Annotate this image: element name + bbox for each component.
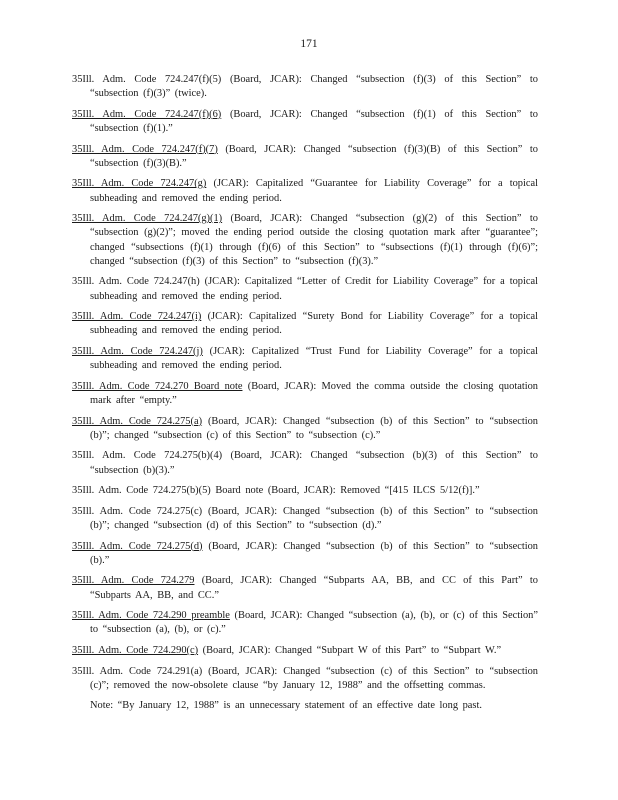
amendment-entry [72,275,538,303]
code-citation: 35Ill. Adm. Code 724.247(g)(1) [72,213,223,225]
amendment-entry [72,644,538,658]
code-citation: 35Ill. Adm. Code 724.290 preamble [72,610,230,622]
code-citation: 35Ill. Adm. Code 724.279 [72,575,195,587]
code-citation: 35Ill. Adm. Code 724.247(f)(5) [72,74,222,85]
amendment-text: (Board, JCAR): Changed “subsection (c) of this Section” to “subsection (c)”; removed the now-obsolete clause “by January 12, 1988” and the offsetting commas. [90,665,538,691]
amendment-entry [72,310,538,338]
amendment-entry [72,540,538,568]
code-citation: 35Ill. Adm. Code 724.275(d) [72,540,203,552]
code-citation: 35Ill. Adm. Code 724.291(a) [72,665,203,677]
amendment-text: (JCAR): Capitalized “Trust Fund for Liability Coverage” for a topical subheading and removed the ending period. [90,345,538,372]
amendment-text: Board note (Board, JCAR): Removed “[415 ILCS 5/12(f)].” [210,485,480,497]
amendment-text: (Board, JCAR): Changed “subsection (b) of this Section” to “subsection (b).” [90,540,539,566]
amendment-text: (Board, JCAR): Changed “subsection (f)(3) of this Section” to “subsection (f)(3)” (twice). [90,74,538,100]
amendment-entry [72,73,538,101]
amendment-entry [72,505,538,533]
amendment-text: (JCAR): Capitalized “Guarantee for Liability Coverage” for a topical subheading and removed the ending period. [90,178,538,204]
code-citation: 35Ill. Adm. Code 724.247(f)(7) [72,143,218,155]
amendment-text: (Board, JCAR): Changed “subsection (b) of this Section” to “subsection (b)”; changed “subsection (d) of this Section” to “subsection (d).” [90,505,538,531]
amendment-entry [72,609,538,637]
code-citation: 35Ill. Adm. Code 724.275(b)(5) [72,485,211,497]
amendment-text: (Board, JCAR): Changed “subsection (f)(3)(B) of this Section” to “subsection (f)(3)(B).” [90,143,538,169]
page-number: 171 [300,38,318,50]
code-citation: 35Ill. Adm. Code 724.247(i) [72,311,202,323]
code-citation: 35Ill. Adm. Code 724.247(j) [72,345,203,357]
amendment-text: (Board, JCAR): Changed “subsection (g)(2) of this Section” to “subsection (g)(2)”; moved the ending period outside the closing quotation mark after “guarantee”; changed “subsections (f)(1) through (f)(6) of this Section” to “subsections (f)(1) through (f)(6)”; changed “subsection (f)(3) of this Section” to “subsection (f)(3).” [90,213,538,267]
amendment-entry [72,449,538,477]
amendment-text: (Board, JCAR): Changed “Subparts AA, BB, and CC of this Part” to “Subparts AA, BB, and CC.” [90,575,538,601]
amendment-entry [72,108,538,136]
amendment-text: (Board, JCAR): Changed “Subpart W of this Part” to “Subpart W.” [198,644,502,656]
amendment-text: (JCAR): Capitalized “Surety Bond for Liability Coverage” for a topical subheading and removed the ending period. [90,311,538,337]
code-citation: 35Ill. Adm. Code 724.247(h) [72,276,200,288]
amendment-entry [72,484,538,498]
code-citation: 35Ill. Adm. Code 724.275(a) [72,415,203,427]
amendment-text: (Board, JCAR): Changed “subsection (b) of this Section” to “subsection (b)”; changed “subsection (c) of this Section” to “subsection (c).” [90,415,538,441]
code-citation: 35Ill. Adm. Code 724.247(g) [72,178,207,190]
amendment-text: (JCAR): Capitalized “Letter of Credit for Liability Coverage” for a topical subheading and removed the ending period. [90,276,538,302]
amendment-entry [72,415,538,443]
amendment-list [72,73,538,724]
amendment-entry [72,212,538,269]
amendment-entry [72,177,538,205]
amendment-entry [72,574,538,602]
amendment-text: (Board, JCAR): Changed “subsection (b)(3) of this Section” to “subsection (b)(3).” [90,450,538,476]
code-citation: 35Ill. Adm. Code 724.290(c) [72,644,199,656]
code-citation: 35Ill. Adm. Code 724.247(f)(6) [72,108,222,120]
code-citation: 35Ill. Adm. Code 724.270 Board note [72,380,243,392]
amendment-text: (Board, JCAR): Changed “subsection (f)(1) of this Section” to “subsection (f)(1).” [90,108,538,134]
amendment-text: (Board, JCAR): Changed “subsection (a), (b), or (c) of this Section” to “subsection (a), (b), or (c).” [90,610,538,636]
amendment-text: (Board, JCAR): Moved the comma outside the closing quotation mark after “empty.” [90,380,538,406]
amendment-entry [72,143,538,171]
code-citation: 35Ill. Adm. Code 724.275(c) [72,505,203,517]
note-paragraph: Note: “By January 12, 1988” is an unnecessary statement of an effective date long past. [90,700,482,712]
amendment-entry [72,345,538,373]
amendment-entry [72,665,538,693]
code-citation: 35Ill. Adm. Code 724.275(b)(4) [72,450,223,462]
amendment-entry [72,380,538,408]
